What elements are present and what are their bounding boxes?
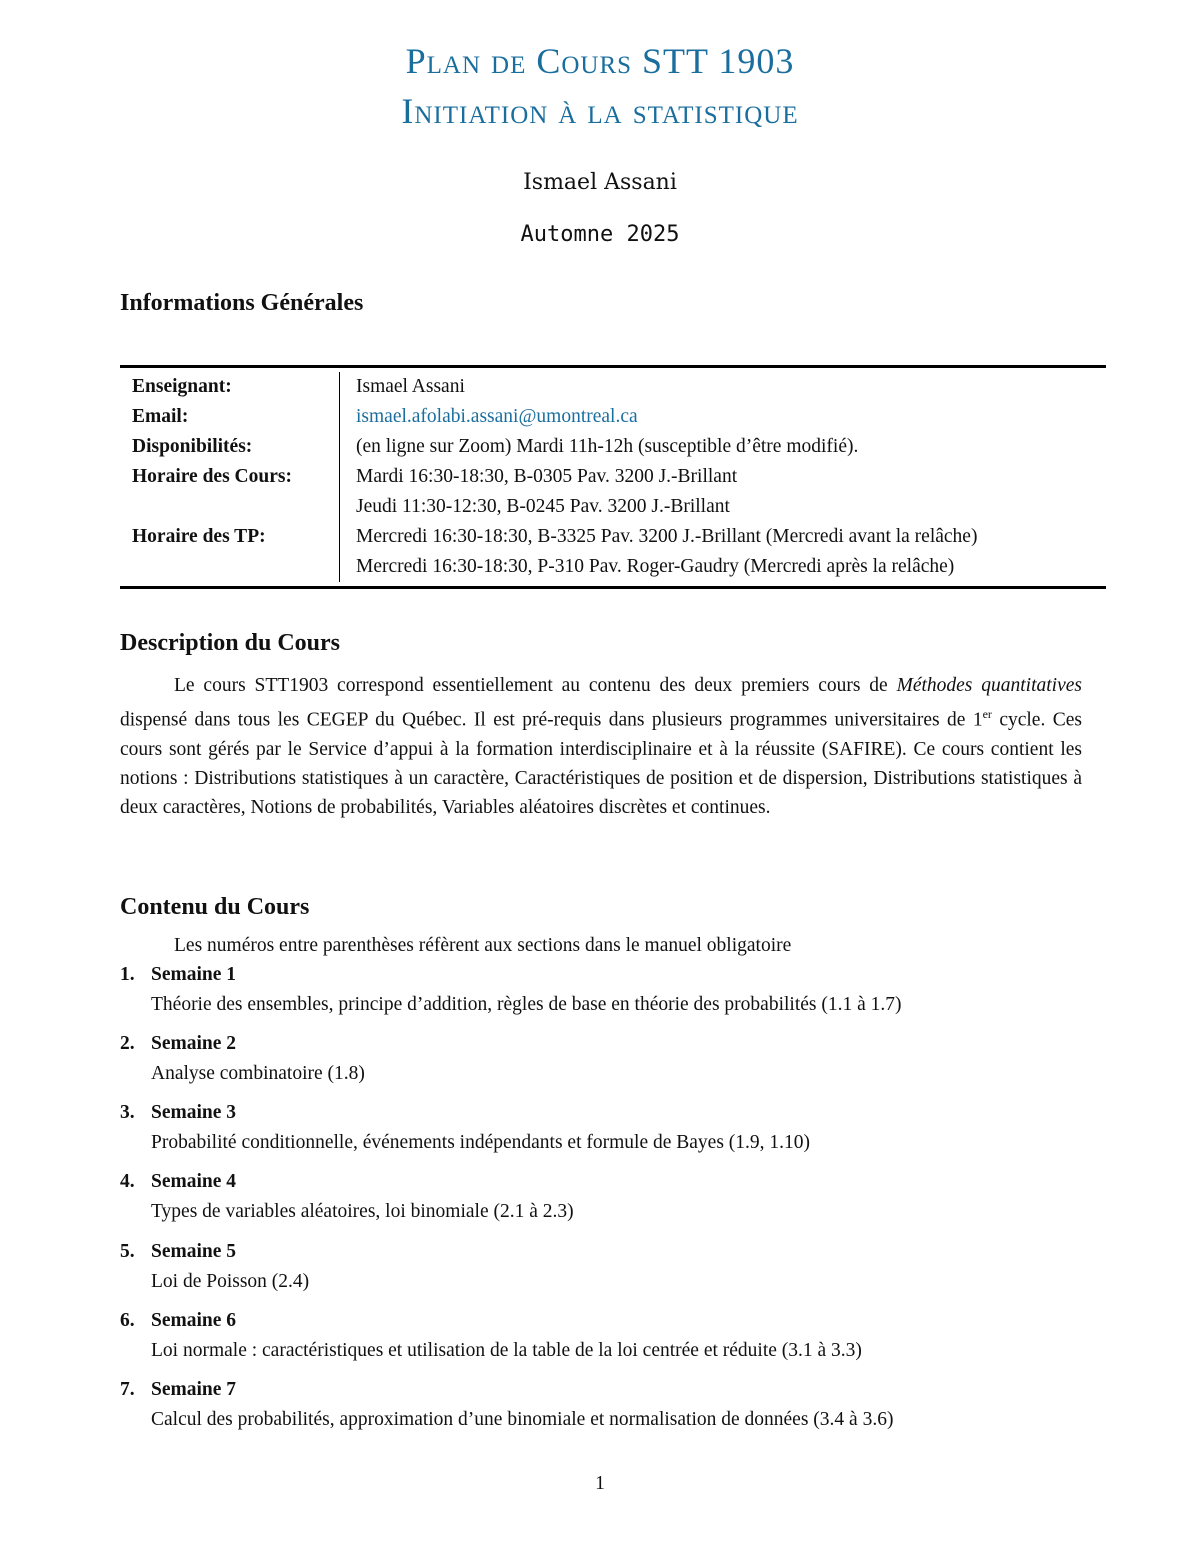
- description-paragraph: [120, 671, 1082, 822]
- term-label: Automne 2025: [520, 222, 680, 247]
- info-table: [120, 372, 1106, 582]
- description-text: cycle. Ces cours sont gérés par le Service d’appui à la formation interdisciplinaire et à la réussite (SAFIRE). Ce cours contient les notions : Distributions statistiques à un caractère, Caractéristiques de position et de dispersion, Distributions statistiques à deux caractères, Notions de probabilités, Variables aléatoires discrètes et continues.: [120, 709, 1082, 818]
- info-row: [120, 522, 1106, 552]
- info-label: Horaire des Cours:: [120, 462, 340, 492]
- week-title: Semaine 7: [151, 1379, 237, 1400]
- list-number: 1.: [120, 964, 135, 985]
- info-label: Horaire des TP:: [120, 522, 340, 552]
- description-superscript: er: [982, 707, 992, 721]
- content-heading: Contenu du Cours: [120, 894, 310, 920]
- info-label: Disponibilités:: [120, 432, 340, 462]
- info-value: Jeudi 11:30-12:30, B-0245 Pav. 3200 J.-Brillant: [356, 496, 730, 517]
- content-intro: Les numéros entre parenthèses réfèrent aux sections dans le manuel obligatoire: [174, 935, 792, 956]
- list-number: 4.: [120, 1171, 135, 1192]
- info-row: [120, 462, 1106, 492]
- list-number: 5.: [120, 1241, 135, 1262]
- description-text: dispensé dans tous les CEGEP du Québec. Il est pré-requis dans plusieurs programmes universitaires de 1: [120, 709, 983, 731]
- author-name: Ismael Assani: [523, 170, 677, 195]
- list-number: 7.: [120, 1379, 135, 1400]
- list-number: 6.: [120, 1310, 135, 1331]
- week-description: Calcul des probabilités, approximation d’une binomiale et normalisation de données (3.4 à 3.6): [151, 1409, 894, 1430]
- info-row: [120, 372, 1106, 402]
- week-description: Probabilité conditionnelle, événements indépendants et formule de Bayes (1.9, 1.10): [151, 1132, 811, 1153]
- list-number: 3.: [120, 1102, 135, 1123]
- info-label: [120, 492, 340, 522]
- week-title: Semaine 5: [151, 1241, 237, 1262]
- info-row: [120, 552, 1106, 582]
- description-text: Le cours STT1903 correspond essentiellement au contenu des deux premiers cours de: [174, 675, 897, 696]
- info-value: (en ligne sur Zoom) Mardi 11h-12h (susceptible d’être modifié).: [356, 436, 859, 457]
- info-label: Email:: [120, 402, 340, 432]
- info-value: Mercredi 16:30-18:30, P-310 Pav. Roger-Gaudry (Mercredi après la relâche): [356, 556, 955, 577]
- info-value: Ismael Assani: [356, 376, 465, 397]
- week-description: Analyse combinatoire (1.8): [151, 1063, 365, 1084]
- info-value: Mardi 16:30-18:30, B-0305 Pav. 3200 J.-Brillant: [356, 466, 738, 487]
- document-title: Plan de Cours STT 1903: [405, 41, 795, 81]
- general-info-heading: Informations Générales: [120, 290, 364, 316]
- week-title: Semaine 6: [151, 1310, 237, 1331]
- info-row: [120, 492, 1106, 522]
- week-description: Types de variables aléatoires, loi binomiale (2.1 à 2.3): [151, 1201, 574, 1222]
- week-description: Loi de Poisson (2.4): [151, 1271, 310, 1292]
- info-row: [120, 402, 1106, 432]
- email-link[interactable]: ismael.afolabi.assani@umontreal.ca: [356, 406, 638, 427]
- info-value: Mercredi 16:30-18:30, B-3325 Pav. 3200 J.-Brillant (Mercredi avant la relâche): [356, 526, 978, 547]
- description-heading: Description du Cours: [120, 630, 341, 656]
- week-description: Loi normale : caractéristiques et utilisation de la table de la loi centrée et réduite (3.1 à 3.3): [151, 1340, 862, 1361]
- document-subtitle: Initiation à la statistique: [401, 91, 799, 131]
- description-italic: Méthodes quantitatives: [896, 675, 1082, 696]
- week-title: Semaine 1: [151, 964, 237, 985]
- info-label: [120, 552, 340, 582]
- list-number: 2.: [120, 1033, 135, 1054]
- week-title: Semaine 2: [151, 1033, 237, 1054]
- week-title: Semaine 3: [151, 1102, 237, 1123]
- info-label: Enseignant:: [120, 372, 340, 402]
- week-title: Semaine 4: [151, 1171, 237, 1192]
- week-description: Théorie des ensembles, principe d’addition, règles de base en théorie des probabilités (1.1 à 1.7): [151, 994, 902, 1015]
- page-number: 1: [595, 1473, 605, 1494]
- table-bottom-rule: [120, 586, 1106, 589]
- info-row: [120, 432, 1106, 462]
- table-top-rule: [120, 365, 1106, 368]
